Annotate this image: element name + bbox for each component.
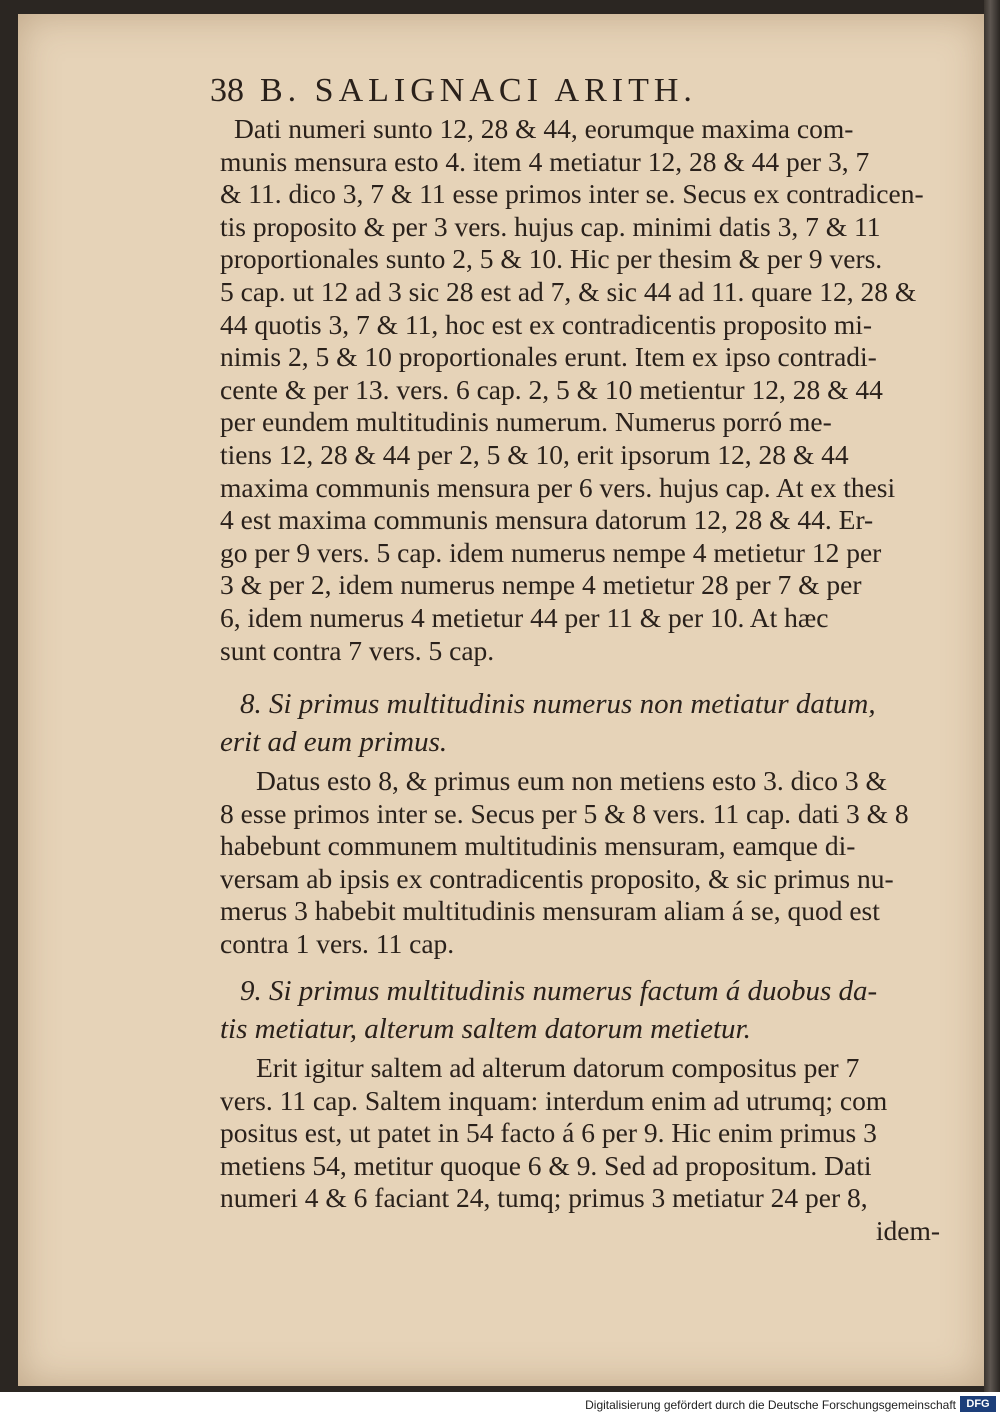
- catchword: idem-: [875, 1214, 940, 1246]
- text-line: merus 3 habebit multitudinis mensuram aliam á se, quod est: [220, 895, 880, 927]
- proposition-8: [220, 685, 940, 761]
- paragraph-1: [220, 113, 940, 667]
- proposition-line: 8. Si primus multitudinis numerus non metiatur datum,: [240, 688, 876, 720]
- proposition-9: [220, 972, 940, 1048]
- text-line: nimis 2, 5 & 10 proportionales erunt. Item ex ipso contradi-: [220, 341, 877, 373]
- text-line: Dati numeri sunto 12, 28 & 44, eorumque maxima com-: [234, 113, 854, 144]
- text-line: 6, idem numerus 4 metietur 44 per 11 & per 10. At hæc: [220, 601, 829, 633]
- text-line: 3 & per 2, idem numerus nempe 4 metietur 28 per 7 & per: [220, 569, 862, 601]
- text-line: versam ab ipsis ex contradicentis proposito, & sic primus nu-: [220, 862, 894, 894]
- proposition-line: erit ad eum primus.: [220, 726, 448, 758]
- paragraph-3: [220, 1052, 940, 1248]
- text-line: numeri 4 & 6 faciant 24, tumq; primus 3 metiatur 24 per 8,: [220, 1182, 868, 1214]
- text-line: positus est, ut patet in 54 facto á 6 per 9. Hic enim primus 3: [220, 1117, 877, 1149]
- proposition-line: 9. Si primus multitudinis numerus factum á duobus da-: [240, 975, 878, 1007]
- text-line: per eundem multitudinis numerum. Numerus porró me-: [220, 406, 832, 438]
- text-line: 4 est maxima communis mensura datorum 12, 28 & 44. Er-: [220, 504, 874, 536]
- digitization-credit: Digitalisierung gefördert durch die Deutsche Forschungsgemeinschaft: [585, 1398, 956, 1412]
- text-line: sunt contra 7 vers. 5 cap.: [220, 634, 495, 666]
- text-line: vers. 11 cap. Saltem inquam: interdum enim ad utrumq; com: [220, 1084, 888, 1116]
- book-edge: [984, 0, 1000, 1392]
- text-line: tis proposito & per 3 vers. hujus cap. minimi datis 3, 7 & 11: [220, 210, 881, 242]
- text-line: metiens 54, metitur quoque 6 & 9. Sed ad propositum. Dati: [220, 1149, 872, 1181]
- text-line: munis mensura esto 4. item 4 metiatur 12, 28 & 44 per 3, 7: [220, 145, 870, 177]
- text-line: 44 quotis 3, 7 & 11, hoc est ex contradicentis proposito mi-: [220, 308, 873, 340]
- text-line: contra 1 vers. 11 cap.: [220, 927, 455, 959]
- text-line: 8 esse primos inter se. Secus per 5 & 8 vers. 11 cap. dati 3 & 8: [220, 797, 909, 829]
- text-line: go per 9 vers. 5 cap. idem numerus nempe 4 metietur 12 per: [220, 536, 882, 568]
- text-line: Datus esto 8, & primus eum non metiens esto 3. dico 3 &: [256, 765, 887, 796]
- paragraph-2: [220, 765, 940, 961]
- text-line: habebunt communem multitudinis mensuram, eamque di-: [220, 830, 856, 862]
- text-line: proportionales sunto 2, 5 & 10. Hic per thesim & per 9 vers.: [220, 243, 883, 275]
- dfg-logo: DFG: [960, 1396, 996, 1412]
- running-title: B. SALIGNACI ARITH.: [260, 72, 697, 109]
- text-line: cente & per 13. vers. 6 cap. 2, 5 & 10 metientur 12, 28 & 44: [220, 373, 883, 405]
- page-number: 38: [210, 72, 244, 109]
- text-line: & 11. dico 3, 7 & 11 esse primos inter se. Secus ex contradicen-: [220, 178, 924, 210]
- text-line: Erit igitur saltem ad alterum datorum compositus per 7: [256, 1052, 860, 1083]
- text-line: maxima communis mensura per 6 vers. hujus cap. At ex thesi: [220, 471, 896, 503]
- proposition-line: tis metiatur, alterum saltem datorum metietur.: [220, 1013, 751, 1045]
- text-line: tiens 12, 28 & 44 per 2, 5 & 10, erit ipsorum 12, 28 & 44: [220, 438, 849, 470]
- text-line: 5 cap. ut 12 ad 3 sic 28 est ad 7, & sic 44 ad 11. quare 12, 28 &: [220, 275, 917, 307]
